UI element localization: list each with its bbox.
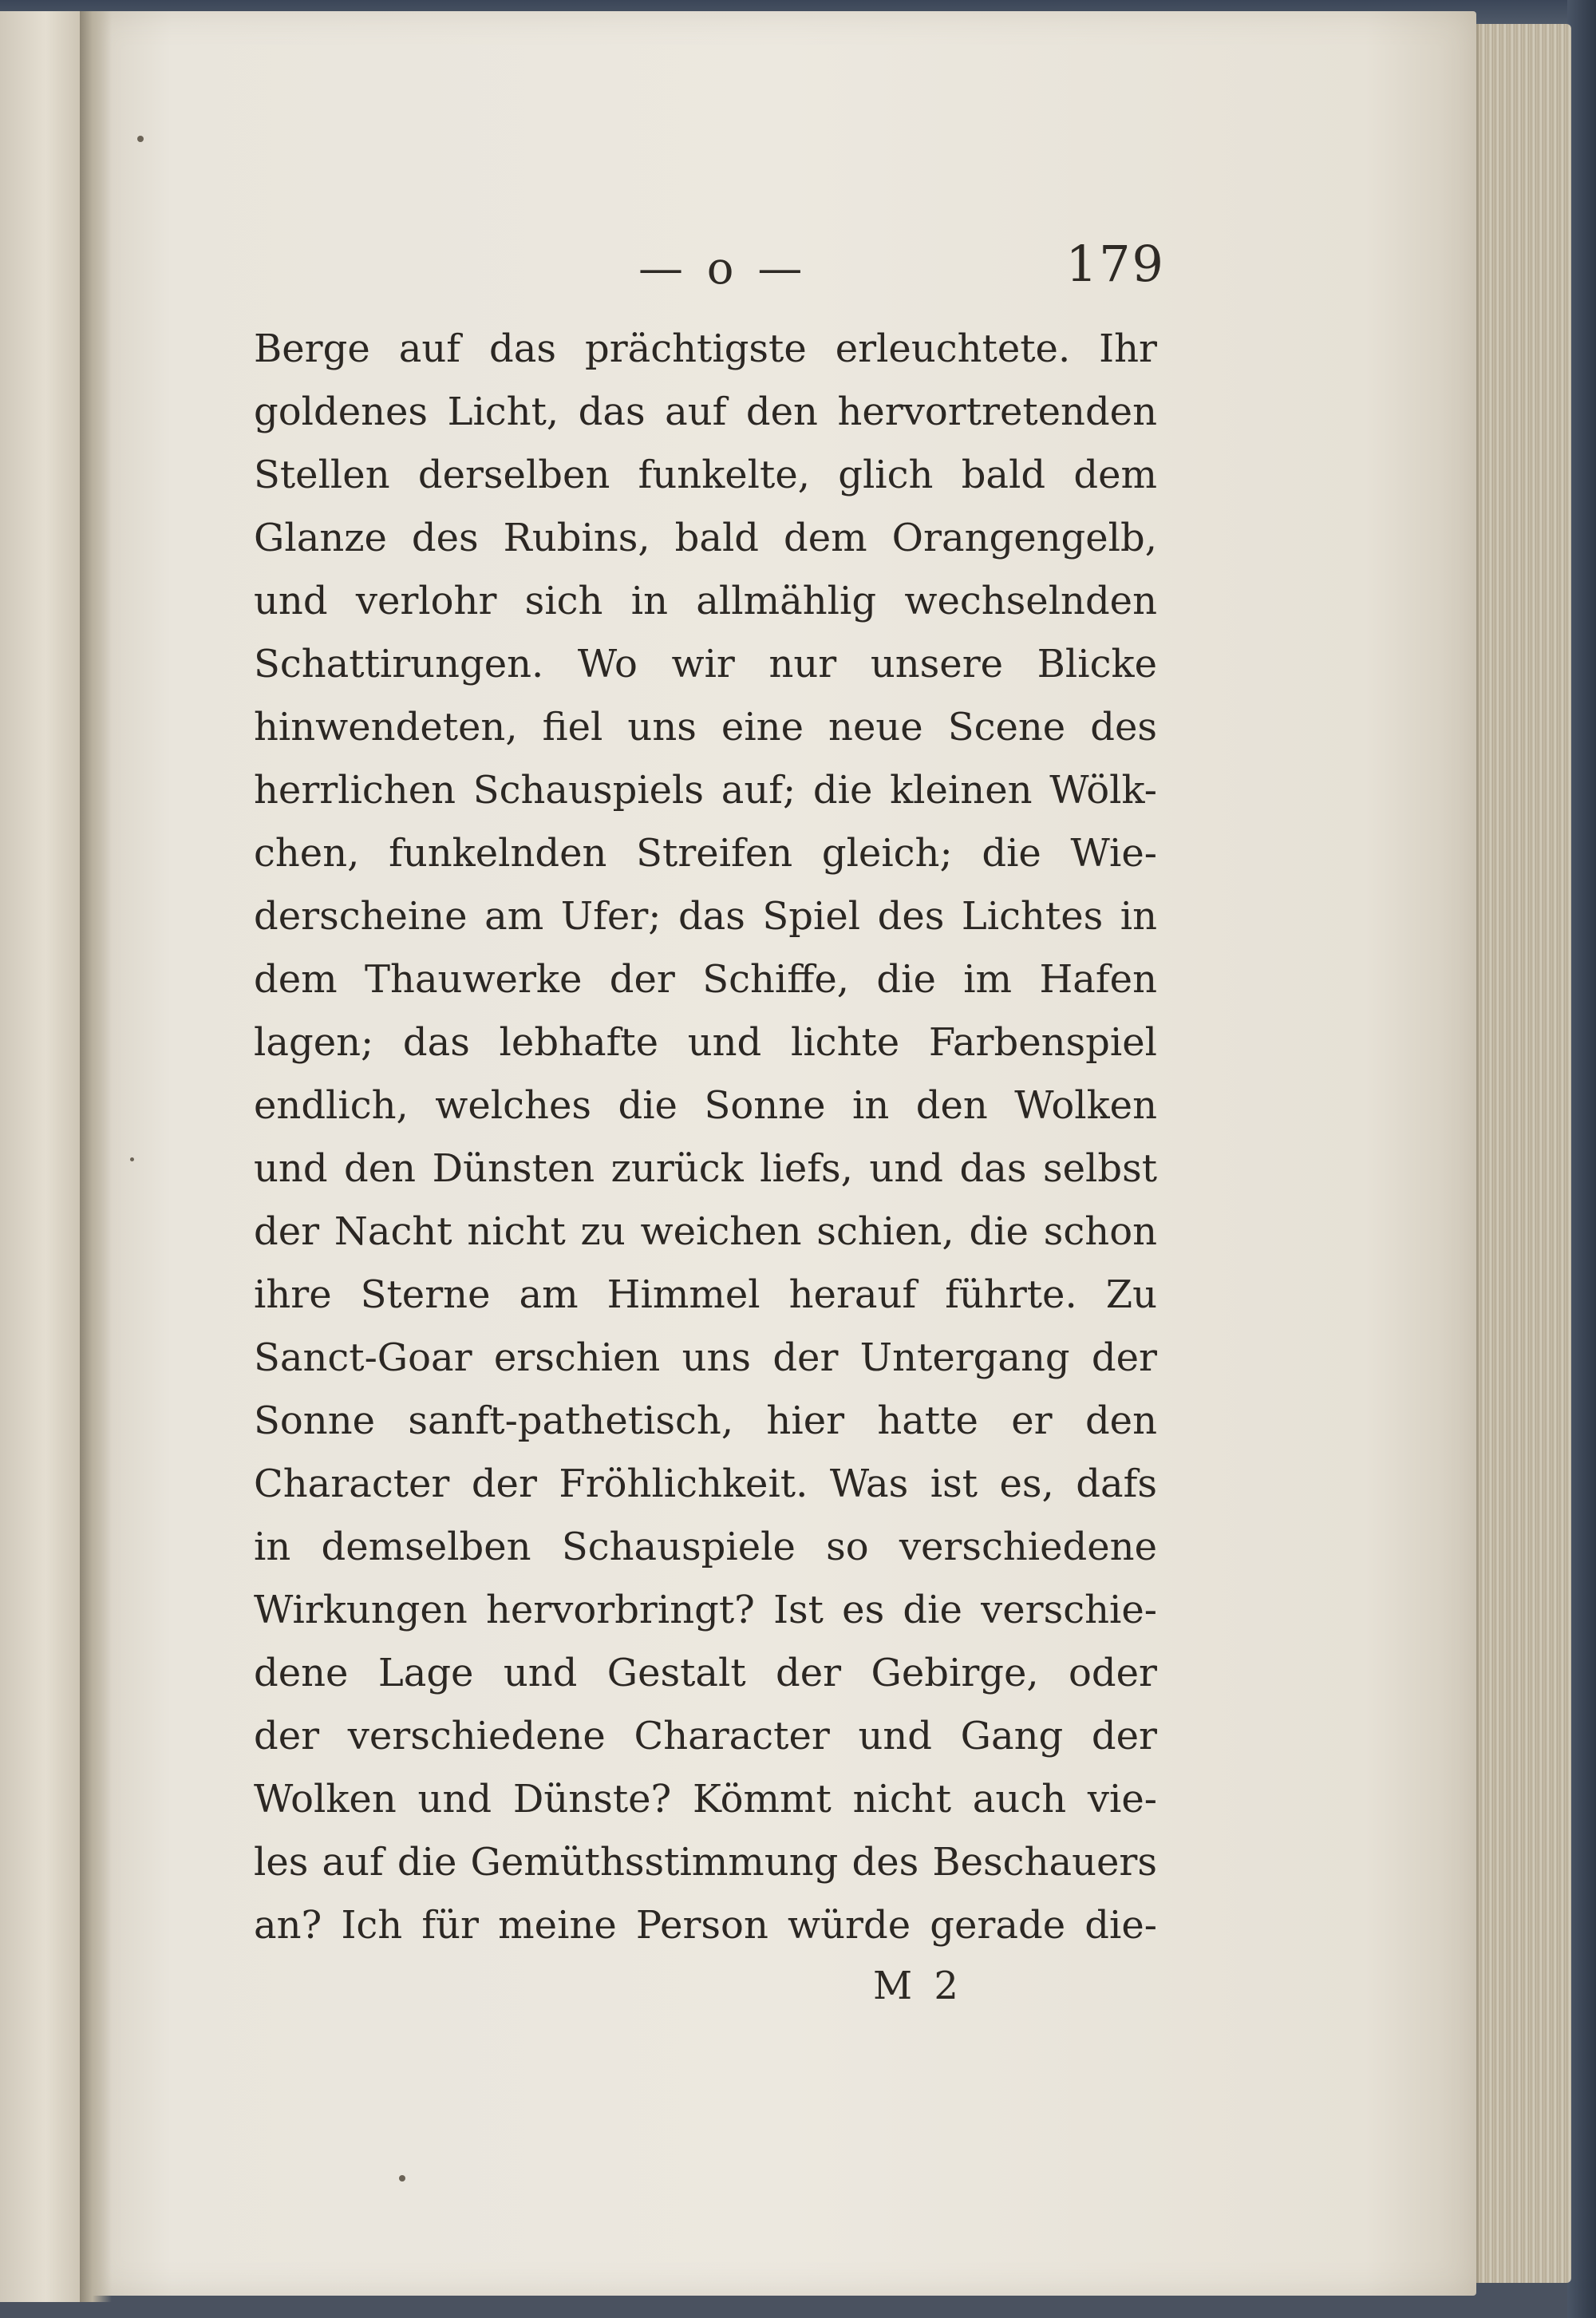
text-line: hinwendeten, fiel uns eine neue Scene des xyxy=(254,705,1157,750)
text-line: Schattirungen. Wo wir nur unsere Blicke xyxy=(254,642,1157,686)
text-line: an? Ich für meine Person würde gerade die- xyxy=(254,1903,1157,1948)
body-text xyxy=(254,318,1157,1957)
text-line: derscheine am Ufer; das Spiel des Lichtes in xyxy=(254,894,1157,939)
text-line: Sonne sanft-pathetisch, hier hatte er den xyxy=(254,1398,1157,1443)
text-line: Stellen derselben funkelte, glich bald dem xyxy=(254,453,1157,497)
paper-speck xyxy=(399,2175,405,2182)
background-right xyxy=(1567,0,1596,2318)
text-line: lagen; das lebhafte und lichte Farbenspiel xyxy=(254,1020,1157,1065)
paper-speck xyxy=(130,1157,134,1161)
text-line: der verschiedene Character und Gang der xyxy=(254,1714,1157,1758)
text-line: in demselben Schauspiele so verschiedene xyxy=(254,1525,1157,1569)
text-line: Wolken und Dünste? Kömmt nicht auch vie- xyxy=(254,1777,1157,1822)
text-line: endlich, welches die Sonne in den Wolken xyxy=(254,1083,1157,1128)
text-line: Berge auf das prächtigste erleuchtete. Ihr xyxy=(254,326,1157,371)
book-gutter xyxy=(80,11,112,2302)
text-line: Sanct-Goar erschien uns der Untergang der xyxy=(254,1335,1157,1380)
header-ornament: — o — xyxy=(638,243,808,295)
text-line: Character der Fröhlichkeit. Was ist es, dafs xyxy=(254,1462,1157,1506)
text-line: herrlichen Schauspiels auf; die kleinen Wölk- xyxy=(254,768,1157,813)
text-line: Glanze des Rubins, bald dem Orangengelb, xyxy=(254,516,1157,560)
paper-speck xyxy=(137,136,144,142)
text-line: goldenes Licht, das auf den hervortretenden xyxy=(254,390,1157,434)
text-line: und den Dünsten zurück liefs, und das selbst xyxy=(254,1146,1157,1191)
page-number: 179 xyxy=(1065,235,1165,293)
text-line: ihre Sterne am Himmel herauf führte. Zu xyxy=(254,1272,1157,1317)
page-header xyxy=(247,235,1165,307)
page-stack-edges xyxy=(1476,24,1571,2283)
text-line: der Nacht nicht zu weichen schien, die schon xyxy=(254,1209,1157,1254)
text-line: dem Thauwerke der Schiffe, die im Hafen xyxy=(254,957,1157,1002)
text-line: les auf die Gemüthsstimmung des Beschauers xyxy=(254,1840,1157,1885)
text-line: chen, funkelnden Streifen gleich; die Wie- xyxy=(254,831,1157,876)
text-line: und verlohr sich in allmählig wechselnden xyxy=(254,579,1157,623)
text-line: Wirkungen hervorbringt? Ist es die verschie- xyxy=(254,1588,1157,1632)
left-page-edge xyxy=(0,11,85,2302)
signature-mark: M 2 xyxy=(873,1964,963,2008)
text-line: dene Lage und Gestalt der Gebirge, oder xyxy=(254,1651,1157,1695)
